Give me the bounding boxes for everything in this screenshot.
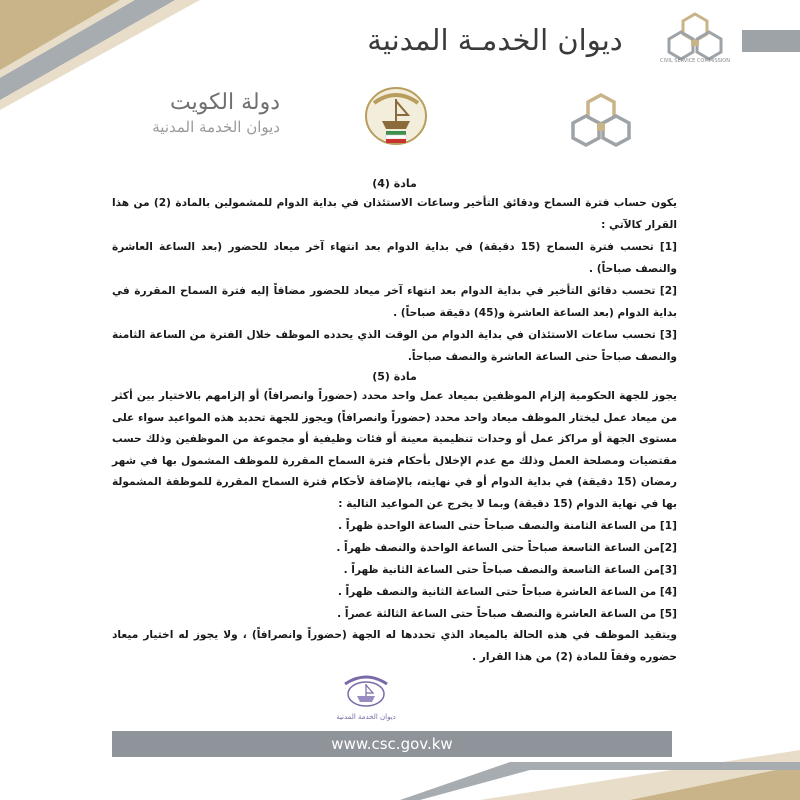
logo-caption: CIVIL SERVICE COMMISSION — [660, 58, 730, 64]
header-gray-strip — [742, 30, 800, 52]
commission-name: ديوان الخدمة المدنية — [152, 118, 280, 136]
article-5-item: [3]من الساعة التاسعة والنصف صباحاً حتى الساعة الثانية ظهراً . — [343, 564, 677, 576]
page-title: ديوان الخدمـة المدنية — [367, 23, 623, 57]
footer-url-link[interactable]: www.csc.gov.kw — [331, 735, 453, 753]
article-5-heading: مادة (5) — [372, 370, 417, 383]
state-name: دولة الكويت — [170, 90, 280, 115]
article-5-item: [1] من الساعة الثامنة والنصف صباحاً حتى الساعة الواحدة ظهراً . — [338, 520, 677, 532]
article-5-item: [2]من الساعة التاسعة صباحاً حتى الساعة الواحدة والنصف ظهراً . — [336, 542, 677, 554]
document-body — [112, 175, 677, 668]
article-4-heading: مادة (4) — [372, 177, 417, 190]
article-5-item: [5] من الساعة العاشرة والنصف صباحاً حتى الساعة الثالثة عصراً . — [337, 608, 677, 620]
commission-seal-icon — [335, 670, 397, 728]
csc-logo-icon — [665, 12, 725, 62]
csc-logo-large-icon — [568, 92, 634, 152]
article-5-item: [4] من الساعة العاشرة صباحاً حتى الساعة الثانية والنصف ظهراً . — [337, 586, 677, 598]
article-5-body: يجوز للجهة الحكومية إلزام الموظفين بميعاد عمل واحد محدد (حضوراً وانصرافاً) أو إلزامهم بالاختيار بين أكثر من ميعاد عمل ليختار الموظف ميعاد واحد محدد (حضوراً وانصرافاً) ويجوز للجهة تحديد هذه المواعيد سواء على مستوى الجهة أو مراكز عمل أو وحدات تنظيمية معينة أو فئات وظيفية أو مجموعة من الموظفين وذلك حسب مقتضيات ومصلحة العمل وذلك مع عدم الإخلال بأحكام فترة السماح المقررة للموظف المشمول بها في شهر رمضان (15 دقيقة) في بداية الدوام أو في نهايته، بالإضافة لأحكام فترة السماح المقررة للموظفة المشمولة بها في نهاية الدوام (15 دقيقة) وبما لا يخرج عن المواعيد التالية : — [112, 390, 677, 510]
article-4-intro: يكون حساب فترة السماح ودقائق التأخير وساعات الاستئذان في بداية الدوام للمشمولين بالمادة (2) من هذا القرار كالآتي : — [112, 197, 678, 231]
article-4-item: [3] تحسب ساعات الاستئذان في بداية الدوام من الوقت الذي يحدده الموظف خلال الفترة من الساعة الثامنة والنصف صباحاً حتى الساعة العاشرة والنصف صباحاً. — [112, 329, 677, 363]
article-5-closing: ويتقيد الموظف في هذه الحالة بالميعاد الذي تحددها له الجهة (حضوراً وانصرافاً) ، ولا يجوز له اختيار ميعاد حضوره وفقاً للمادة (2) من هذا القرار . — [112, 629, 677, 663]
seal-text: ديوان الخدمة المدنية — [336, 713, 396, 721]
article-4-item: [2] تحسب دقائق التأخير في بداية الدوام بعد انتهاء آخر ميعاد للحضور مضافاً إليه فترة السماح المقررة في بداية الدوام (بعد الساعة العاشرة و(45) دقيقة صباحاً) . — [112, 285, 677, 319]
letterhead-text — [140, 90, 280, 138]
kuwait-emblem-icon — [360, 83, 432, 149]
article-4-item: [1] تحسب فترة السماح (15 دقيقة) في بداية الدوام بعد انتهاء آخر ميعاد للحضور (بعد الساعة العاشرة والنصف صباحاً) . — [112, 241, 677, 275]
